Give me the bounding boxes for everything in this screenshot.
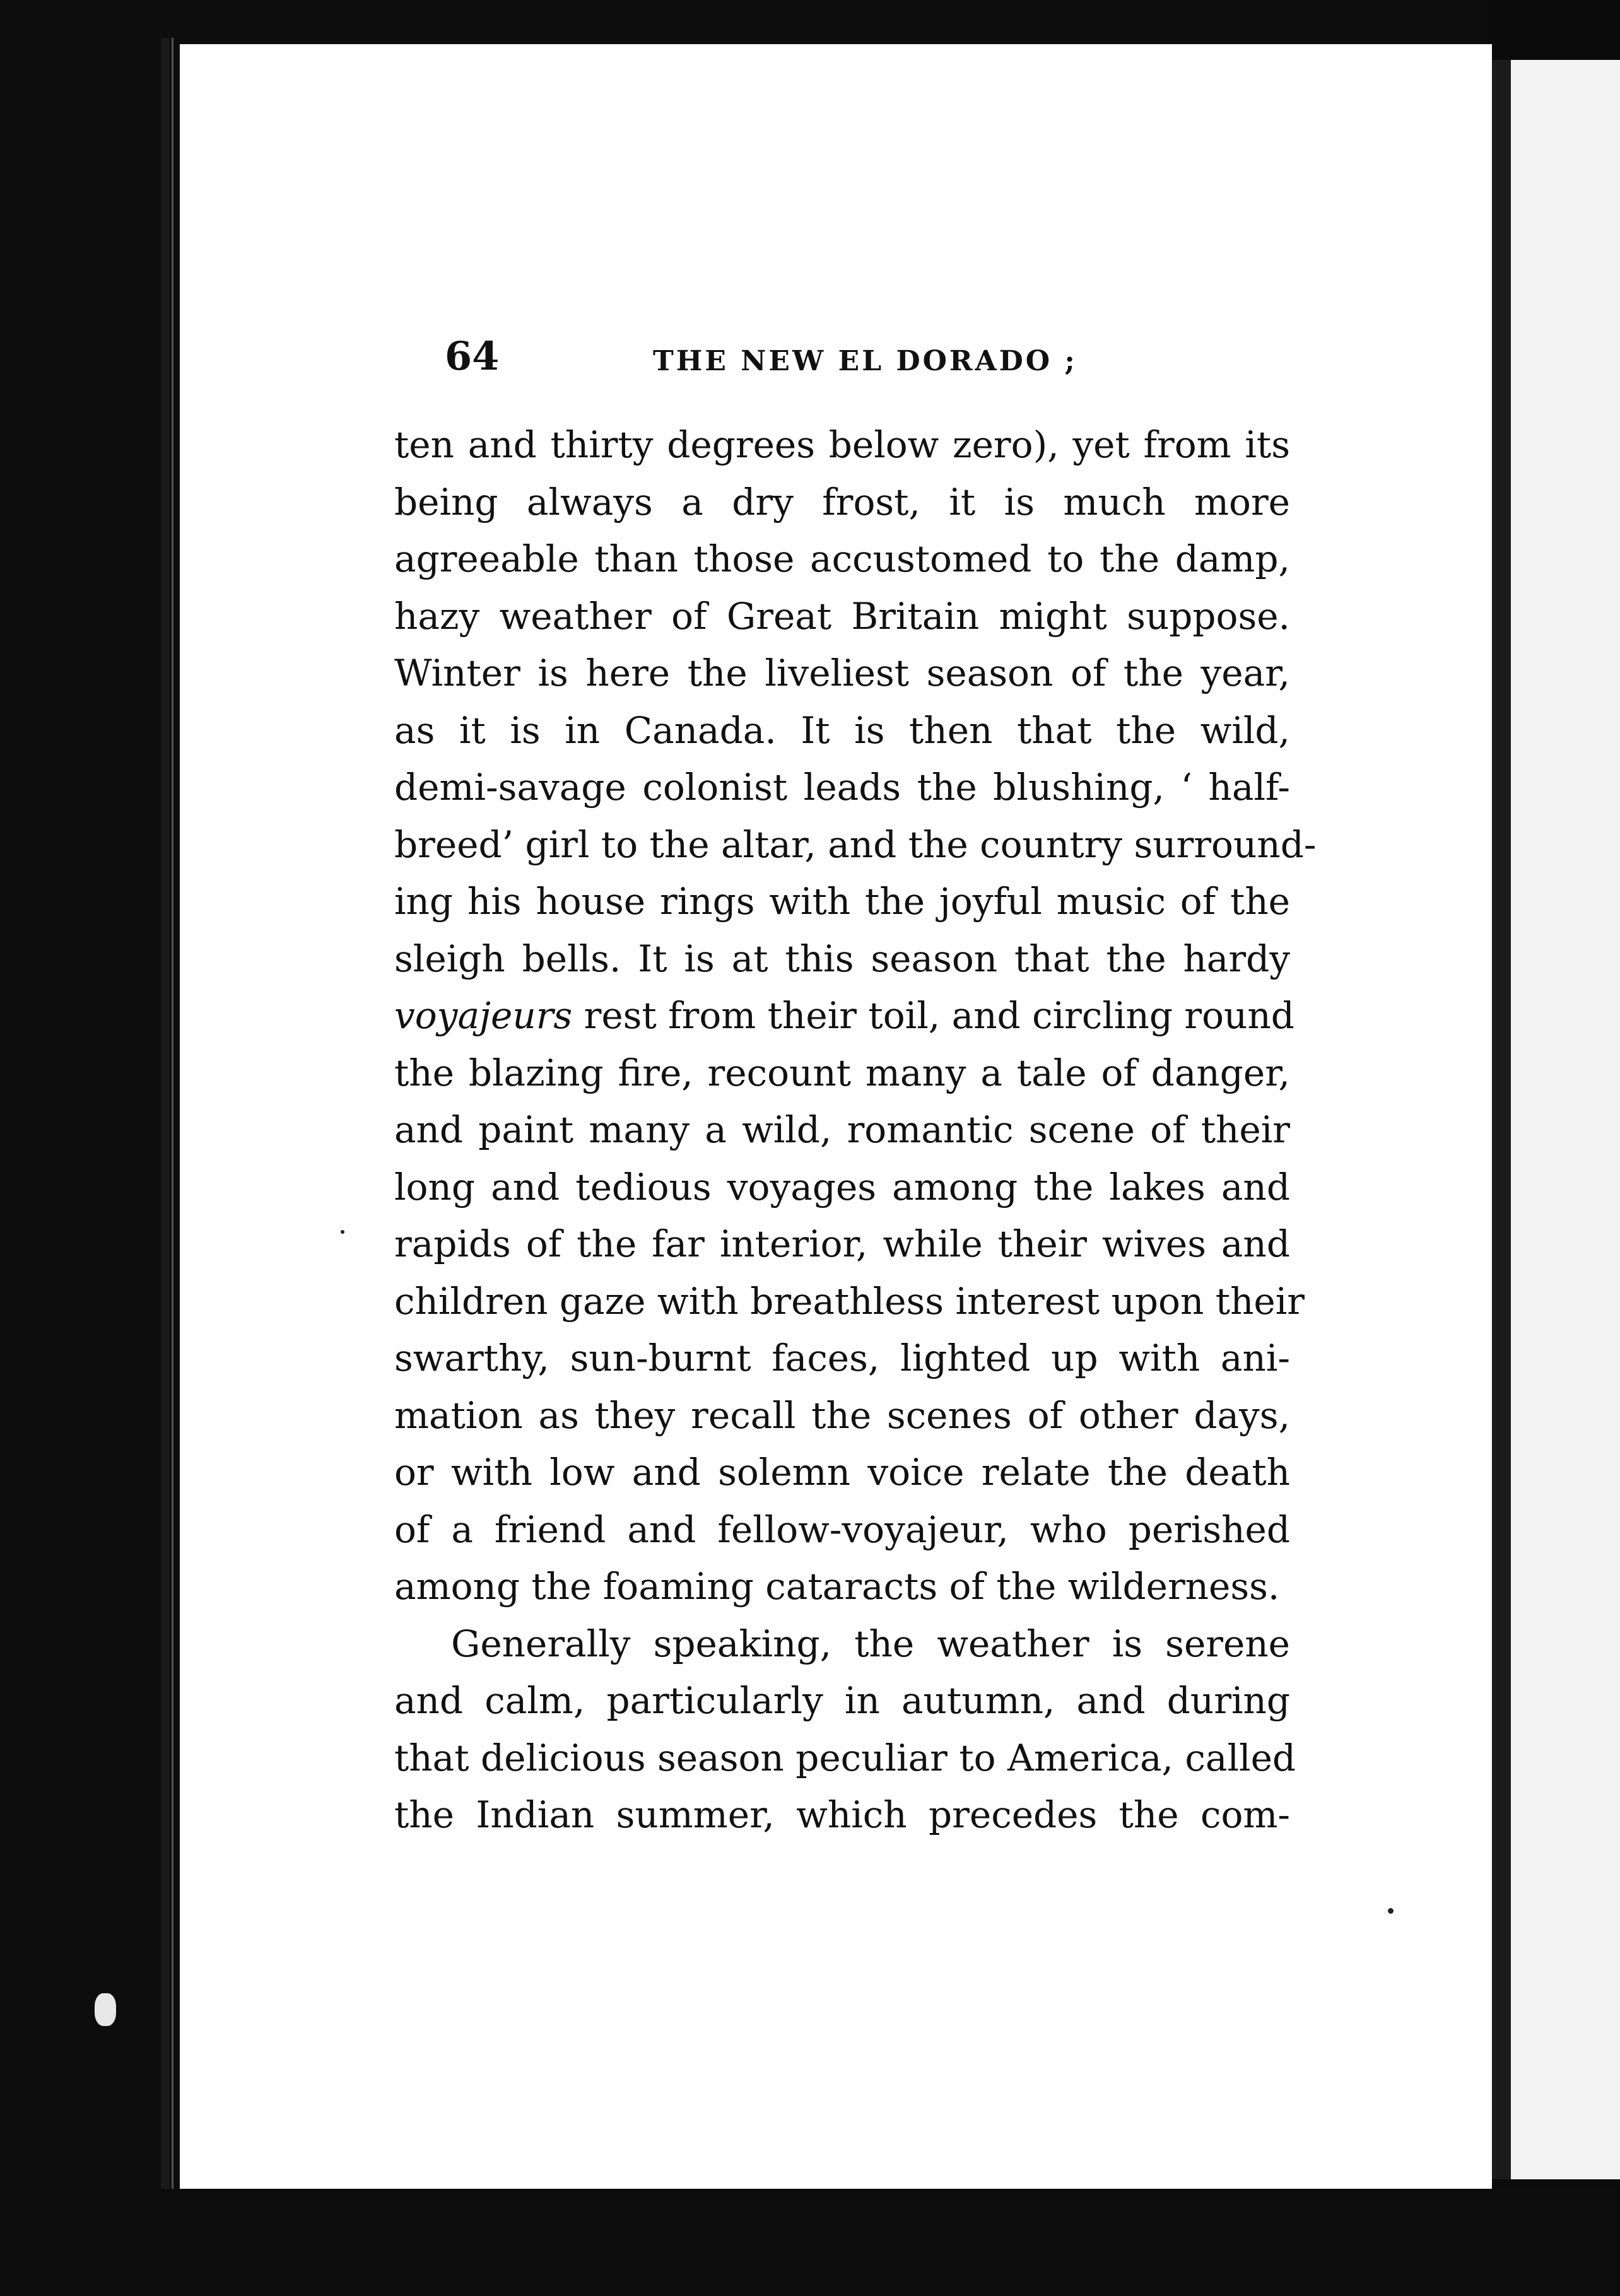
text-line: the blazing fire, recount many a tale of danger, [394,1051,1290,1094]
text-line: ing his house rings with the joyful music of the [394,880,1290,923]
scan-speck [341,1230,344,1234]
scan-speck [1388,1908,1394,1914]
page-edge-line [172,38,173,2195]
text-line: or with low and solemn voice relate the death [394,1451,1290,1494]
text-line: children gaze with breathless interest upon their [394,1279,1305,1323]
text-line: of a friend and fellow-voyajeur, who perished [394,1508,1290,1551]
text-line: breed’ girl to the altar, and the country surround- [394,823,1317,866]
text-line: Generally speaking, the weather is serene [451,1622,1290,1665]
italic-word: voyajeurs [394,994,573,1037]
text-line: that delicious season peculiar to America, called [394,1736,1296,1779]
text-line: agreeable than those accustomed to the damp, [394,537,1290,580]
text-line: ten and thirty degrees below zero), yet from its [394,423,1290,466]
text-line: among the foaming cataracts of the wilderness. [394,1565,1280,1608]
running-head [445,328,1290,385]
text-line: swarthy, sun-burnt faces, lighted up with ani- [394,1337,1290,1379]
text-line-rest: rest from their toil, and circling round [584,994,1294,1037]
text-line: hazy weather of Great Britain might suppose. [394,594,1290,638]
text-line-italic [394,987,1294,1045]
text-line: Winter is here the liveliest season of the year, [394,652,1290,694]
text-line: and calm, particularly in autumn, and during [394,1679,1290,1722]
binding-left [0,0,180,2296]
page-header-title: THE NEW EL DORADO ; [653,345,1077,377]
text-line: demi-savage colonist leads the blushing, ‘ half- [394,766,1290,809]
scan-bottom-border [0,2189,1620,2296]
text-line: being always a dry frost, it is much more [394,480,1290,524]
text-line: and paint many a wild, romantic scene of their [394,1108,1290,1151]
text-line: mation as they recall the scenes of other days, [394,1393,1290,1437]
text-line: sleigh bells. It is at this season that the hardy [394,937,1290,980]
scan-top-border [0,0,1620,44]
text-line: long and tedious voyages among the lakes and [394,1165,1290,1209]
next-page-edge [1511,60,1620,2179]
gutter-shadow [1492,60,1511,2179]
text-line: rapids of the far interior, while their wives and [394,1222,1290,1265]
text-line: the Indian summer, which precedes the com- [394,1793,1290,1836]
text-line: as it is in Canada. It is then that the wild, [394,708,1290,752]
body-text [394,416,1317,1844]
page-number: 64 [445,333,500,379]
page-edge [161,38,170,2195]
scan-speck [95,1993,116,2026]
